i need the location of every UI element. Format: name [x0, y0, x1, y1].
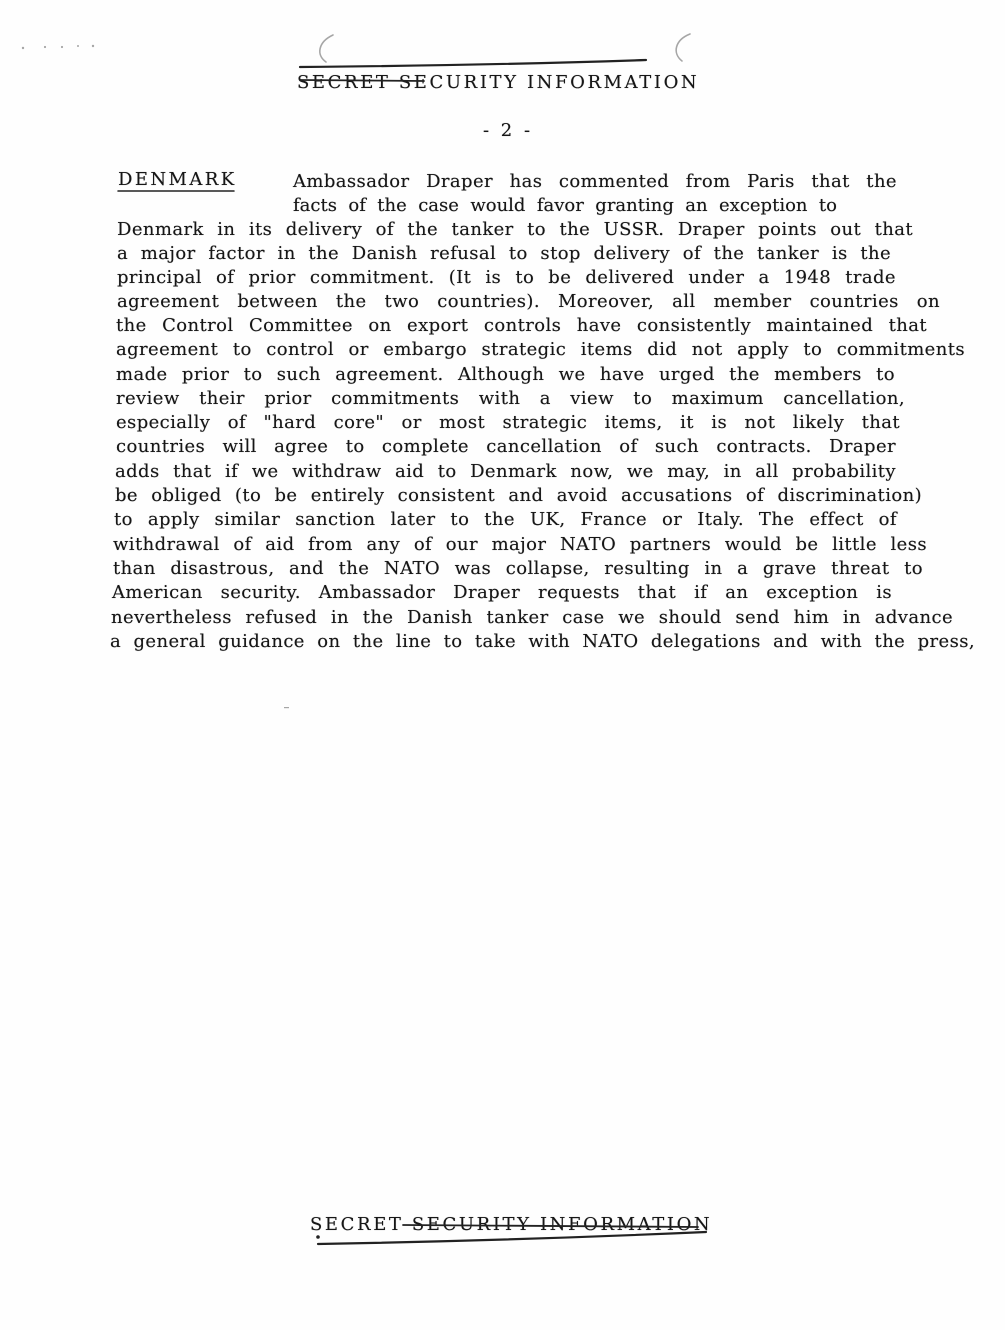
paragraph-line: to apply similar sanction later to the UK, France or Italy. The effect of	[114, 509, 897, 530]
speckle	[77, 45, 79, 47]
paragraph-line: made prior to such agreement. Although we have urged the members to	[116, 364, 895, 385]
paragraph-line: especially of "hard core" or most strategic items, it is not likely that	[116, 412, 900, 433]
paragraph-line: a general guidance on the line to take with NATO delegations and with the press,	[110, 631, 975, 652]
hole-punch-mark-right	[676, 34, 690, 61]
paragraph-line: Ambassador Draper has commented from Paris that the	[293, 171, 897, 192]
hole-punch-mark-left	[320, 35, 333, 62]
paragraph-line: be obliged (to be entirely consistent and avoid accusations of discrimination)	[115, 485, 922, 506]
section-heading: DENMARK	[118, 169, 237, 190]
paragraph-line: nevertheless refused in the Danish tanker case we should send him in advance	[111, 607, 953, 628]
paragraph-line: countries will agree to complete cancellation of such contracts. Draper	[116, 436, 896, 457]
speckle	[61, 46, 63, 48]
speckle	[92, 45, 94, 47]
paragraph-line: facts of the case would favor granting an exception to	[293, 195, 837, 216]
paragraph-line: American security. Ambassador Draper requests that if an exception is	[112, 582, 892, 603]
speckle	[22, 47, 24, 49]
header-pen-overline	[300, 60, 646, 67]
page-number: - 2 -	[482, 120, 534, 141]
paragraph-line: principal of prior commitment. (It is to be delivered under a 1948 trade	[117, 267, 896, 288]
paragraph-line: withdrawal of aid from any of our major NATO partners would be little less	[113, 534, 927, 555]
speckle	[284, 707, 289, 708]
footer-classification: SECRET SECURITY INFORMATION	[310, 1214, 713, 1235]
paragraph-line: Denmark in its delivery of the tanker to the USSR. Draper points out that	[117, 219, 913, 240]
paragraph-line: adds that if we withdraw aid to Denmark now, we may, in all probability	[115, 461, 896, 482]
paragraph-line: the Control Committee on export controls have consistently maintained that	[116, 315, 927, 336]
paragraph-line: a major factor in the Danish refusal to stop delivery of the tanker is the	[117, 243, 891, 264]
paragraph-line: agreement to control or embargo strategic items did not apply to commitments	[116, 339, 965, 360]
speckle	[44, 46, 46, 48]
header-classification: SECRET SECURITY INFORMATION	[297, 72, 700, 93]
paragraph-line: review their prior commitments with a view to maximum cancellation,	[116, 388, 905, 409]
paragraph-line: agreement between the two countries). Moreover, all member countries on	[117, 291, 940, 312]
paragraph-line: than disastrous, and the NATO was collapse, resulting in a grave threat to	[113, 558, 923, 579]
